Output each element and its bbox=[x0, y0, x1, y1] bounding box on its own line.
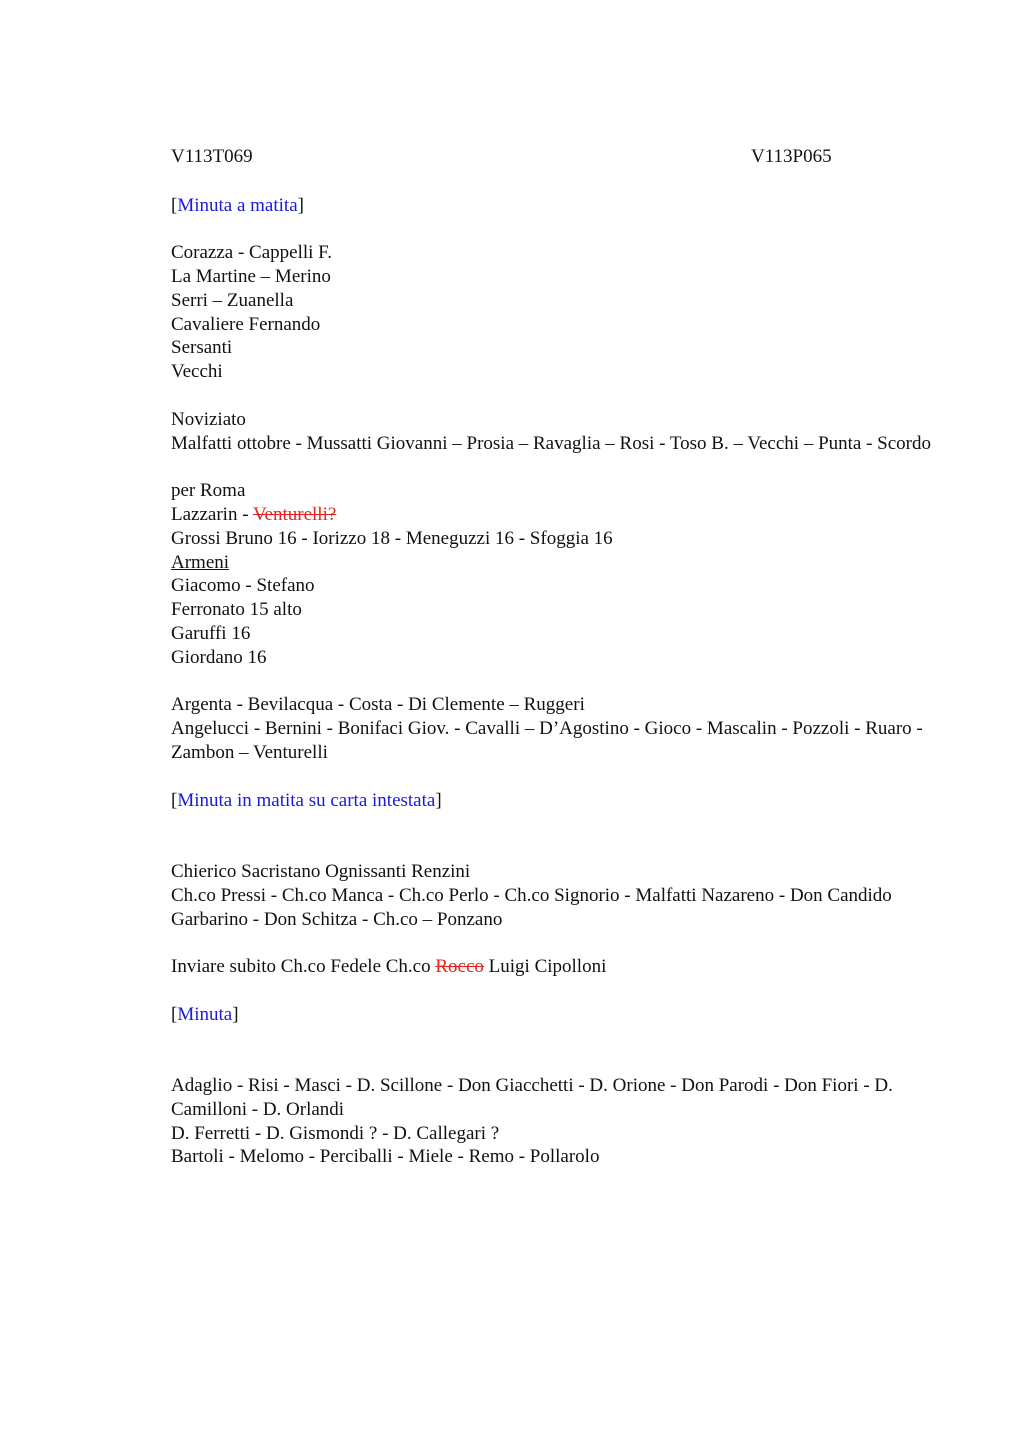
paragraph: Angelucci - Bernini - Bonifaci Giov. - Cavalli – D’Agostino - Gioco - Mascalin - Pozzoli - Ruaro - Zambon – Venturelli bbox=[171, 718, 923, 763]
noviziato-section bbox=[171, 408, 931, 456]
editorial-note-text: Minuta a matita bbox=[177, 194, 298, 216]
roma-section bbox=[171, 479, 931, 669]
editorial-note-draft: [Minuta] bbox=[171, 1003, 239, 1025]
list-item: Garuffi 16 bbox=[171, 622, 251, 644]
struck-text: Rocco bbox=[435, 956, 484, 978]
paragraph: Malfatti ottobre - Mussatti Giovanni – Prosia – Ravaglia – Rosi - Toso B. – Vecchi – Punta - Scordo bbox=[171, 432, 931, 454]
editorial-note-letterhead: [Minuta in matita su carta intestata] bbox=[171, 789, 442, 811]
editorial-note-text: Minuta bbox=[177, 1003, 233, 1025]
list-item: Giordano 16 bbox=[171, 646, 267, 668]
list-item: Ferronato 15 alto bbox=[171, 599, 302, 621]
editorial-note-text: Minuta in matita su carta intestata bbox=[177, 789, 436, 811]
list-item: Vecchi bbox=[171, 361, 223, 383]
letterhead-section bbox=[171, 860, 931, 979]
list-item: Cavaliere Fernando bbox=[171, 313, 321, 335]
lazzarin-line bbox=[171, 503, 931, 527]
underlined-heading: Armeni bbox=[171, 551, 230, 573]
inviare-line bbox=[171, 955, 931, 979]
document-code-left: V113T069 bbox=[171, 146, 253, 167]
lazzarin-text: Lazzarin - bbox=[171, 503, 253, 525]
document-header bbox=[171, 146, 931, 170]
list-item: La Martine – Merino bbox=[171, 265, 331, 287]
document-code-right: V113P065 bbox=[751, 146, 832, 167]
struck-text: Venturelli? bbox=[252, 503, 337, 525]
list-item: Giacomo - Stefano bbox=[171, 575, 315, 597]
section-heading: per Roma bbox=[171, 480, 246, 502]
editorial-note-pencil-draft: [Minuta a matita] bbox=[171, 194, 304, 216]
paragraph: Adaglio - Risi - Masci - D. Scillone - Don Giacchetti - D. Orione - Don Parodi - Don Fiori - D. Camilloni - D. Orlandi bbox=[171, 1075, 893, 1120]
inviare-prefix: Inviare subito Ch.co Fedele Ch.co bbox=[171, 956, 436, 978]
paragraph: Ch.co Pressi - Ch.co Manca - Ch.co Perlo - Ch.co Signorio - Malfatti Nazareno - Don Candido Garbarino - Don Schitza - Ch.co – Ponzano bbox=[171, 884, 892, 930]
list-item: Sersanti bbox=[171, 337, 233, 359]
armeni-line bbox=[171, 551, 931, 575]
paragraph: Bartoli - Melomo - Perciballi - Miele - Remo - Pollarolo bbox=[171, 1146, 600, 1168]
group-section bbox=[171, 693, 931, 764]
list-item: Grossi Bruno 16 - Iorizzo 18 - Meneguzzi 16 - Sfoggia 16 bbox=[171, 527, 613, 549]
name-list-1 bbox=[171, 241, 931, 384]
paragraph: Chierico Sacristano Ognissanti Renzini bbox=[171, 860, 471, 882]
list-item: Corazza - Cappelli F. bbox=[171, 242, 332, 264]
final-section bbox=[171, 1074, 931, 1169]
list-item: Serri – Zuanella bbox=[171, 289, 294, 311]
paragraph: Argenta - Bevilacqua - Costa - Di Clemente – Ruggeri bbox=[171, 694, 585, 716]
inviare-suffix: Luigi Cipolloni bbox=[483, 956, 607, 978]
paragraph: D. Ferretti - D. Gismondi ? - D. Callegari ? bbox=[171, 1122, 500, 1144]
document-page bbox=[171, 146, 931, 1169]
section-heading: Noviziato bbox=[171, 408, 246, 430]
